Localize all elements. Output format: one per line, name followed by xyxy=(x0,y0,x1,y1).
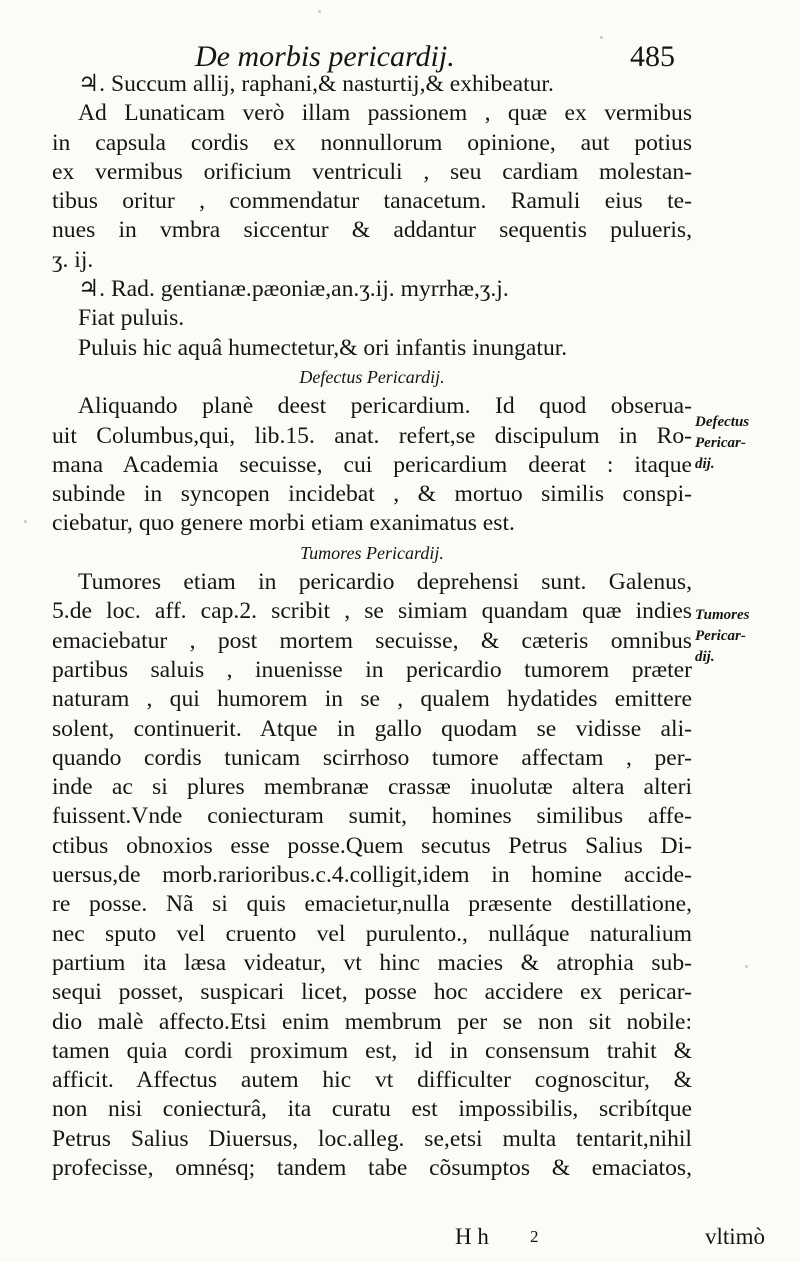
text-line: partium ita læsa videatur, vt hinc macies & atrophia sub- xyxy=(52,949,692,976)
text-line: solent, continuerit. Atque in gallo quodam se vidisse ali- xyxy=(52,715,692,742)
text-line: afficit. Affectus autem hic vt difficulter cognoscitur, & xyxy=(52,1067,692,1094)
signature-mark: H h xyxy=(455,1224,489,1249)
text-line: non nisi coniecturâ, ita curatu est impossibilis, scribítque xyxy=(52,1096,692,1123)
text-line: ctibus obnoxios esse posse.Quem secutus Petrus Salius Di- xyxy=(52,832,692,859)
text-line: Petrus Salius Diuersus, loc.alleg. se,etsi multa tentarit,nihil xyxy=(52,1125,692,1152)
margin-note-line: Pericar- xyxy=(695,628,746,644)
text-line: Tumores etiam in pericardio deprehensi sunt. Galenus, xyxy=(78,569,692,596)
speck xyxy=(600,36,603,39)
speck xyxy=(745,965,748,968)
body-text xyxy=(52,70,692,1183)
text-line: ♃. Rad. gentianæ.pæoniæ,an.ʒ.ij. myrrhæ,ʒ.j. xyxy=(78,276,509,303)
margin-note-tumores xyxy=(695,605,795,668)
text-line: Fiat puluis. xyxy=(78,305,185,332)
speck xyxy=(318,10,321,13)
text-line: Ad Lunaticam verò illam passionem , quæ ex vermibus xyxy=(78,100,692,127)
margin-note-line: dij. xyxy=(695,456,715,472)
signature-number: 2 xyxy=(530,1227,539,1246)
text-line: profecisse, omnésq; tandem tabe cõsumptos & emaciatos, xyxy=(52,1154,692,1181)
text-line: ʒ. ij. xyxy=(52,246,94,273)
text-line: emaciebatur , post mortem secuisse, & cæteris omnibus xyxy=(52,627,692,654)
margin-note-defectus xyxy=(695,412,795,475)
text-line: uersus,de morb.rarioribus.c.4.colligit,idem in homine accide- xyxy=(52,862,692,889)
text-line: subinde in syncopen incidebat , & mortuo similis conspi- xyxy=(52,481,692,508)
margin-note-line: Pericar- xyxy=(695,435,746,451)
text-line: re posse. Nã si quis emacietur,nulla præsente destillatione, xyxy=(52,891,692,918)
text-line: 5.de loc. aff. cap.2. scribit , se simiam quandam quæ indies xyxy=(52,598,692,625)
text-line: partibus saluis , inuenisse in pericardio tumorem præter xyxy=(52,656,692,683)
text-line: quando cordis tunicam scirrhoso tumore affectam , per- xyxy=(52,744,692,771)
section-heading: Defectus Pericardij. xyxy=(299,366,445,387)
text-line: Aliquando planè deest pericardium. Id quod obserua- xyxy=(78,393,692,420)
text-line: sequi posset, suspicari licet, posse hoc accidere ex pericar- xyxy=(52,979,692,1006)
speck xyxy=(24,520,27,523)
text-line: mana Academia secuisse, cui pericardium deerat : itaque xyxy=(52,451,692,478)
margin-note-line: Defectus xyxy=(695,414,750,430)
text-line: naturam , qui humorem in se , qualem hydatides emittere xyxy=(52,686,692,713)
text-line: inde ac si plures membranæ crassæ inuolutæ altera alteri xyxy=(52,774,692,801)
text-line: ciebatur, quo genere morbi etiam exanimatus est. xyxy=(52,510,515,537)
text-line: in capsula cordis ex nonnullorum opinione, aut potius xyxy=(52,129,692,156)
text-line: tamen quia cordi proximum est, id in consensum trahit & xyxy=(52,1037,692,1064)
text-line: fuissent.Vnde coniecturam sumit, homines similibus affe- xyxy=(52,803,692,830)
text-line: uit Columbus,qui, lib.15. anat. refert,se discipulum in Ro- xyxy=(52,422,692,449)
text-line: tibus oritur , commendatur tanacetum. Ramuli eius te- xyxy=(52,188,692,215)
section-heading: Tumores Pericardij. xyxy=(300,542,444,563)
catchword: vltimò xyxy=(704,1224,765,1249)
text-line: nec sputo vel cruento vel purulento., nulláque naturalium xyxy=(52,920,692,947)
text-line: ex vermibus orificium ventriculi , seu cardiam molestan- xyxy=(52,158,692,185)
margin-note-line: dij. xyxy=(695,649,715,665)
margin-note-line: Tumores xyxy=(695,607,750,623)
page-footer xyxy=(455,1224,765,1254)
running-title: De morbis pericardij. xyxy=(195,40,455,73)
text-line: ♃. Succum allij, raphani,& nasturtij,& exhibeatur. xyxy=(78,71,554,97)
text-line: nues in vmbra siccentur & addantur sequentis pulueris, xyxy=(52,217,692,244)
text-line: dio malè affecto.Etsi enim membrum per se non sit nobile: xyxy=(52,1008,692,1035)
page-number: 485 xyxy=(630,40,675,73)
text-line: Puluis hic aquâ humectetur,& ori infantis inungatur. xyxy=(78,334,568,361)
